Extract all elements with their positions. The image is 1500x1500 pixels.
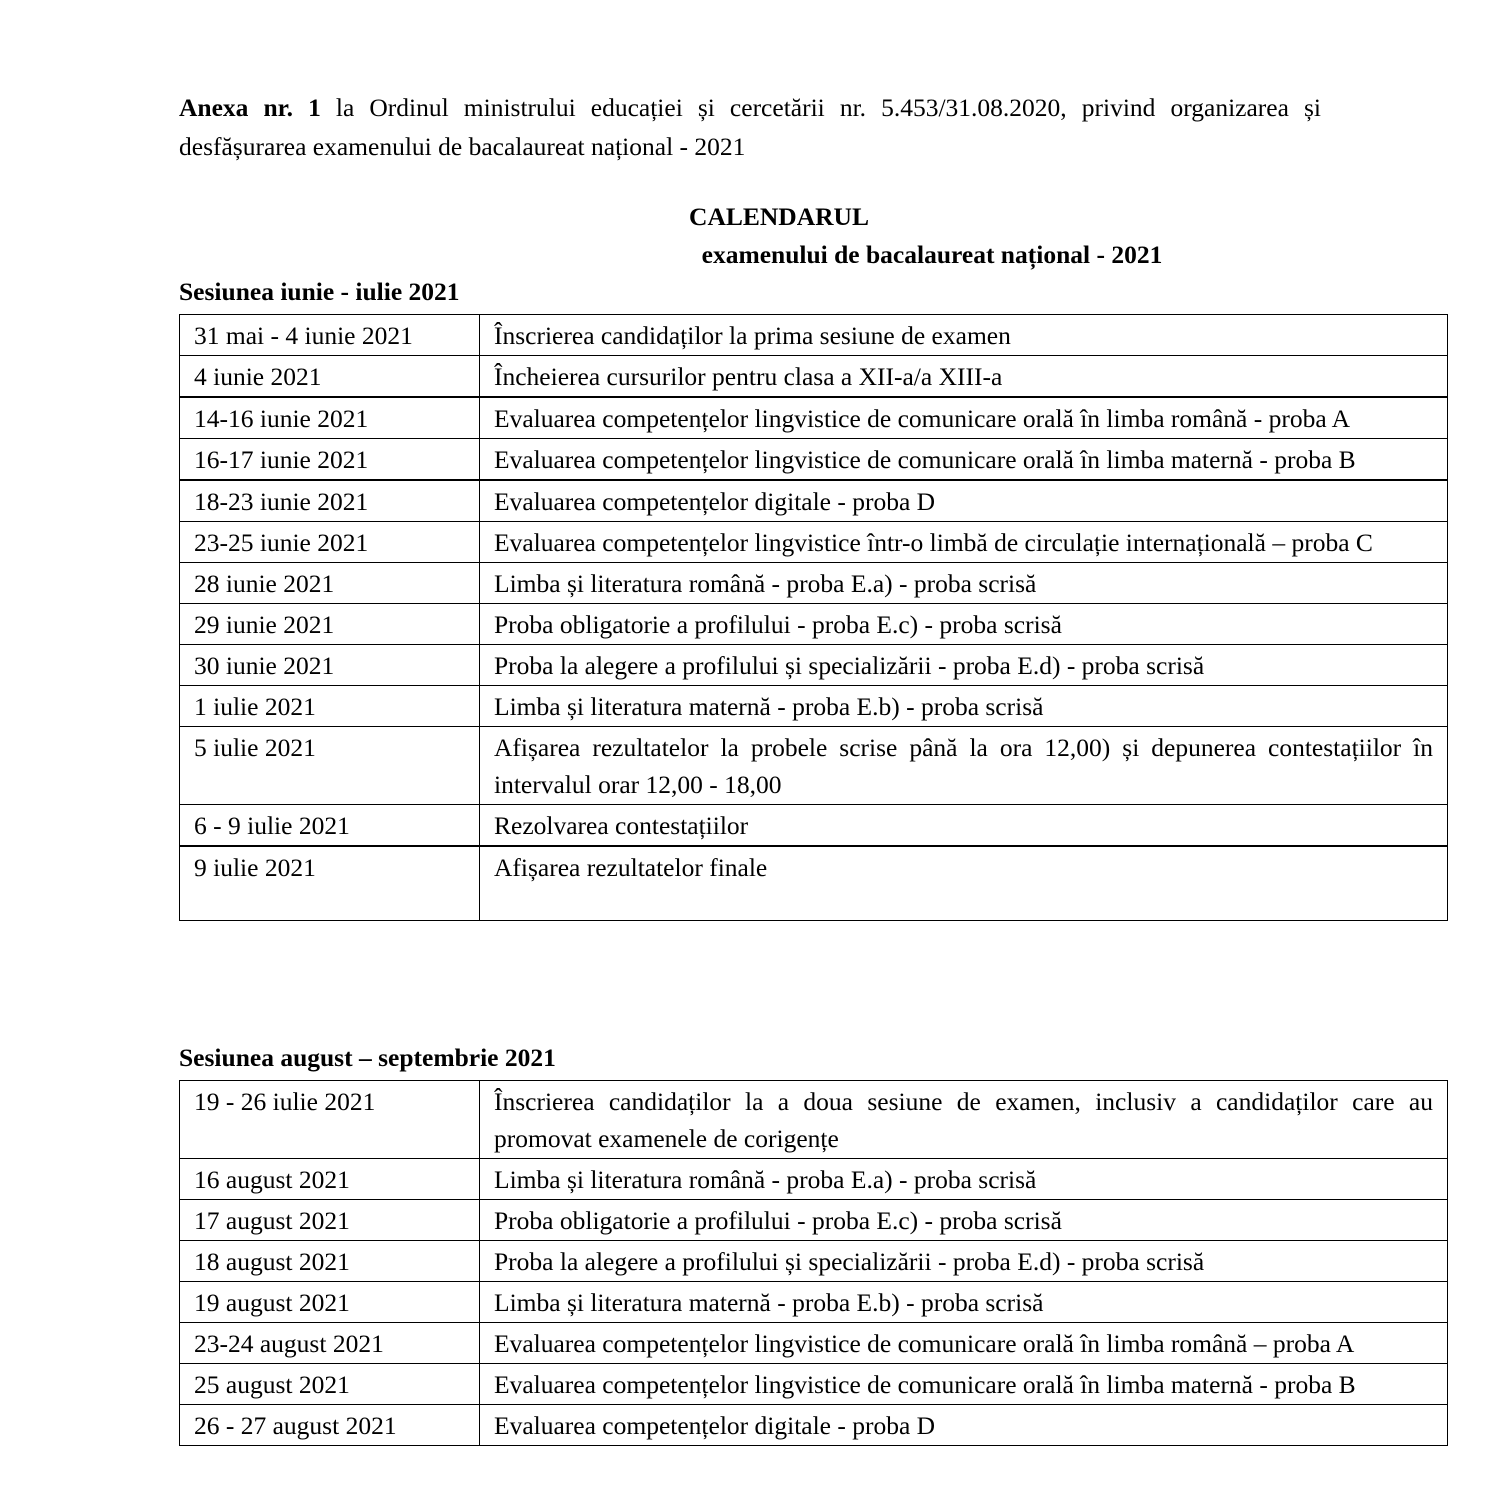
event-cell: Limba și literatura maternă - proba E.b) - proba scrisă (480, 686, 1448, 727)
event-cell: Limba și literatura maternă - proba E.b) - proba scrisă (480, 1282, 1448, 1323)
table-row (180, 1364, 1448, 1405)
session-title-august-september: Sesiunea august – septembrie 2021 (179, 1043, 556, 1072)
table-row (180, 805, 1448, 847)
event-cell: Înscrierea candidaților la prima sesiune de examen (480, 315, 1448, 356)
title-line-2: examenului de bacalaureat național - 2021 (701, 240, 1163, 269)
table-row (180, 522, 1448, 563)
date-cell: 9 iulie 2021 (180, 846, 480, 921)
event-cell: Limba și literatura română - proba E.a) - proba scrisă (480, 1159, 1448, 1200)
table-row (180, 1159, 1448, 1200)
event-cell: Evaluarea competențelor lingvistice de comunicare orală în limba română - proba A (480, 397, 1448, 439)
event-cell: Evaluarea competențelor digitale - proba D (480, 480, 1448, 522)
date-cell: 19 - 26 iulie 2021 (180, 1081, 480, 1159)
date-cell: 28 iunie 2021 (180, 563, 480, 604)
annex-label: Anexa nr. 1 (179, 93, 321, 122)
date-cell: 18 august 2021 (180, 1241, 480, 1282)
event-cell: Rezolvarea contestațiilor (480, 805, 1448, 847)
date-cell: 25 august 2021 (180, 1364, 480, 1405)
table-row (180, 315, 1448, 356)
date-cell: 16 august 2021 (180, 1159, 480, 1200)
title-line-1: CALENDARUL (689, 202, 869, 231)
event-cell: Încheierea cursurilor pentru clasa a XII-a/a XIII-a (480, 356, 1448, 398)
table-row (180, 1405, 1448, 1446)
event-cell: Evaluarea competențelor lingvistice de comunicare orală în limba maternă - proba B (480, 439, 1448, 481)
date-cell: 16-17 iunie 2021 (180, 439, 480, 481)
date-cell: 1 iulie 2021 (180, 686, 480, 727)
annex-intro-paragraph (179, 88, 1321, 166)
calendar-table-august-september (179, 1080, 1448, 1446)
date-cell: 17 august 2021 (180, 1200, 480, 1241)
table-row (180, 645, 1448, 686)
event-cell: Limba și literatura română - proba E.a) - proba scrisă (480, 563, 1448, 604)
date-cell: 19 august 2021 (180, 1282, 480, 1323)
date-cell: 6 - 9 iulie 2021 (180, 805, 480, 847)
date-cell: 5 iulie 2021 (180, 727, 480, 805)
table-row (180, 480, 1448, 522)
session-title-june-july: Sesiunea iunie - iulie 2021 (179, 277, 460, 306)
annex-intro-text: la Ordinul ministrului educației și cercetării nr. 5.453/31.08.2020, privind organizarea și desfășurarea examenului de bacalaureat național - 2021 (179, 93, 1321, 161)
date-cell: 30 iunie 2021 (180, 645, 480, 686)
event-cell: Evaluarea competențelor digitale - proba D (480, 1405, 1448, 1446)
date-cell: 23-25 iunie 2021 (180, 522, 480, 563)
table-row (180, 1081, 1448, 1159)
table-row (180, 1241, 1448, 1282)
date-cell: 31 mai - 4 iunie 2021 (180, 315, 480, 356)
date-cell: 29 iunie 2021 (180, 604, 480, 645)
date-cell: 26 - 27 august 2021 (180, 1405, 480, 1446)
document-title (179, 202, 1449, 232)
event-cell: Proba obligatorie a profilului - proba E.c) - proba scrisă (480, 604, 1448, 645)
date-cell: 4 iunie 2021 (180, 356, 480, 398)
table-row (180, 1282, 1448, 1323)
table-row (180, 604, 1448, 645)
table-row (180, 356, 1448, 398)
table-row (180, 686, 1448, 727)
event-cell: Înscrierea candidaților la a doua sesiune de examen, inclusiv a candidaților care au promovat examenele de corigențe (480, 1081, 1448, 1159)
table-row (180, 1200, 1448, 1241)
event-cell: Afișarea rezultatelor la probele scrise până la ora 12,00) și depunerea contestațiilor în intervalul orar 12,00 - 18,00 (480, 727, 1448, 805)
event-cell: Afișarea rezultatelor finale (480, 846, 1448, 921)
table-row (180, 563, 1448, 604)
date-cell: 23-24 august 2021 (180, 1323, 480, 1364)
table-row (180, 439, 1448, 481)
event-cell: Proba la alegere a profilului și specializării - proba E.d) - proba scrisă (480, 645, 1448, 686)
table-row (180, 1323, 1448, 1364)
date-cell: 14-16 iunie 2021 (180, 397, 480, 439)
document-subtitle (179, 240, 1449, 270)
table-row (180, 846, 1448, 921)
date-cell: 18-23 iunie 2021 (180, 480, 480, 522)
event-cell: Proba la alegere a profilului și specializării - proba E.d) - proba scrisă (480, 1241, 1448, 1282)
calendar-table-june-july (179, 314, 1448, 921)
event-cell: Evaluarea competențelor lingvistice într-o limbă de circulație internațională – proba C (480, 522, 1448, 563)
event-cell: Proba obligatorie a profilului - proba E.c) - proba scrisă (480, 1200, 1448, 1241)
event-cell: Evaluarea competențelor lingvistice de comunicare orală în limba română – proba A (480, 1323, 1448, 1364)
table-row (180, 397, 1448, 439)
table-row (180, 727, 1448, 805)
event-cell: Evaluarea competențelor lingvistice de comunicare orală în limba maternă - proba B (480, 1364, 1448, 1405)
